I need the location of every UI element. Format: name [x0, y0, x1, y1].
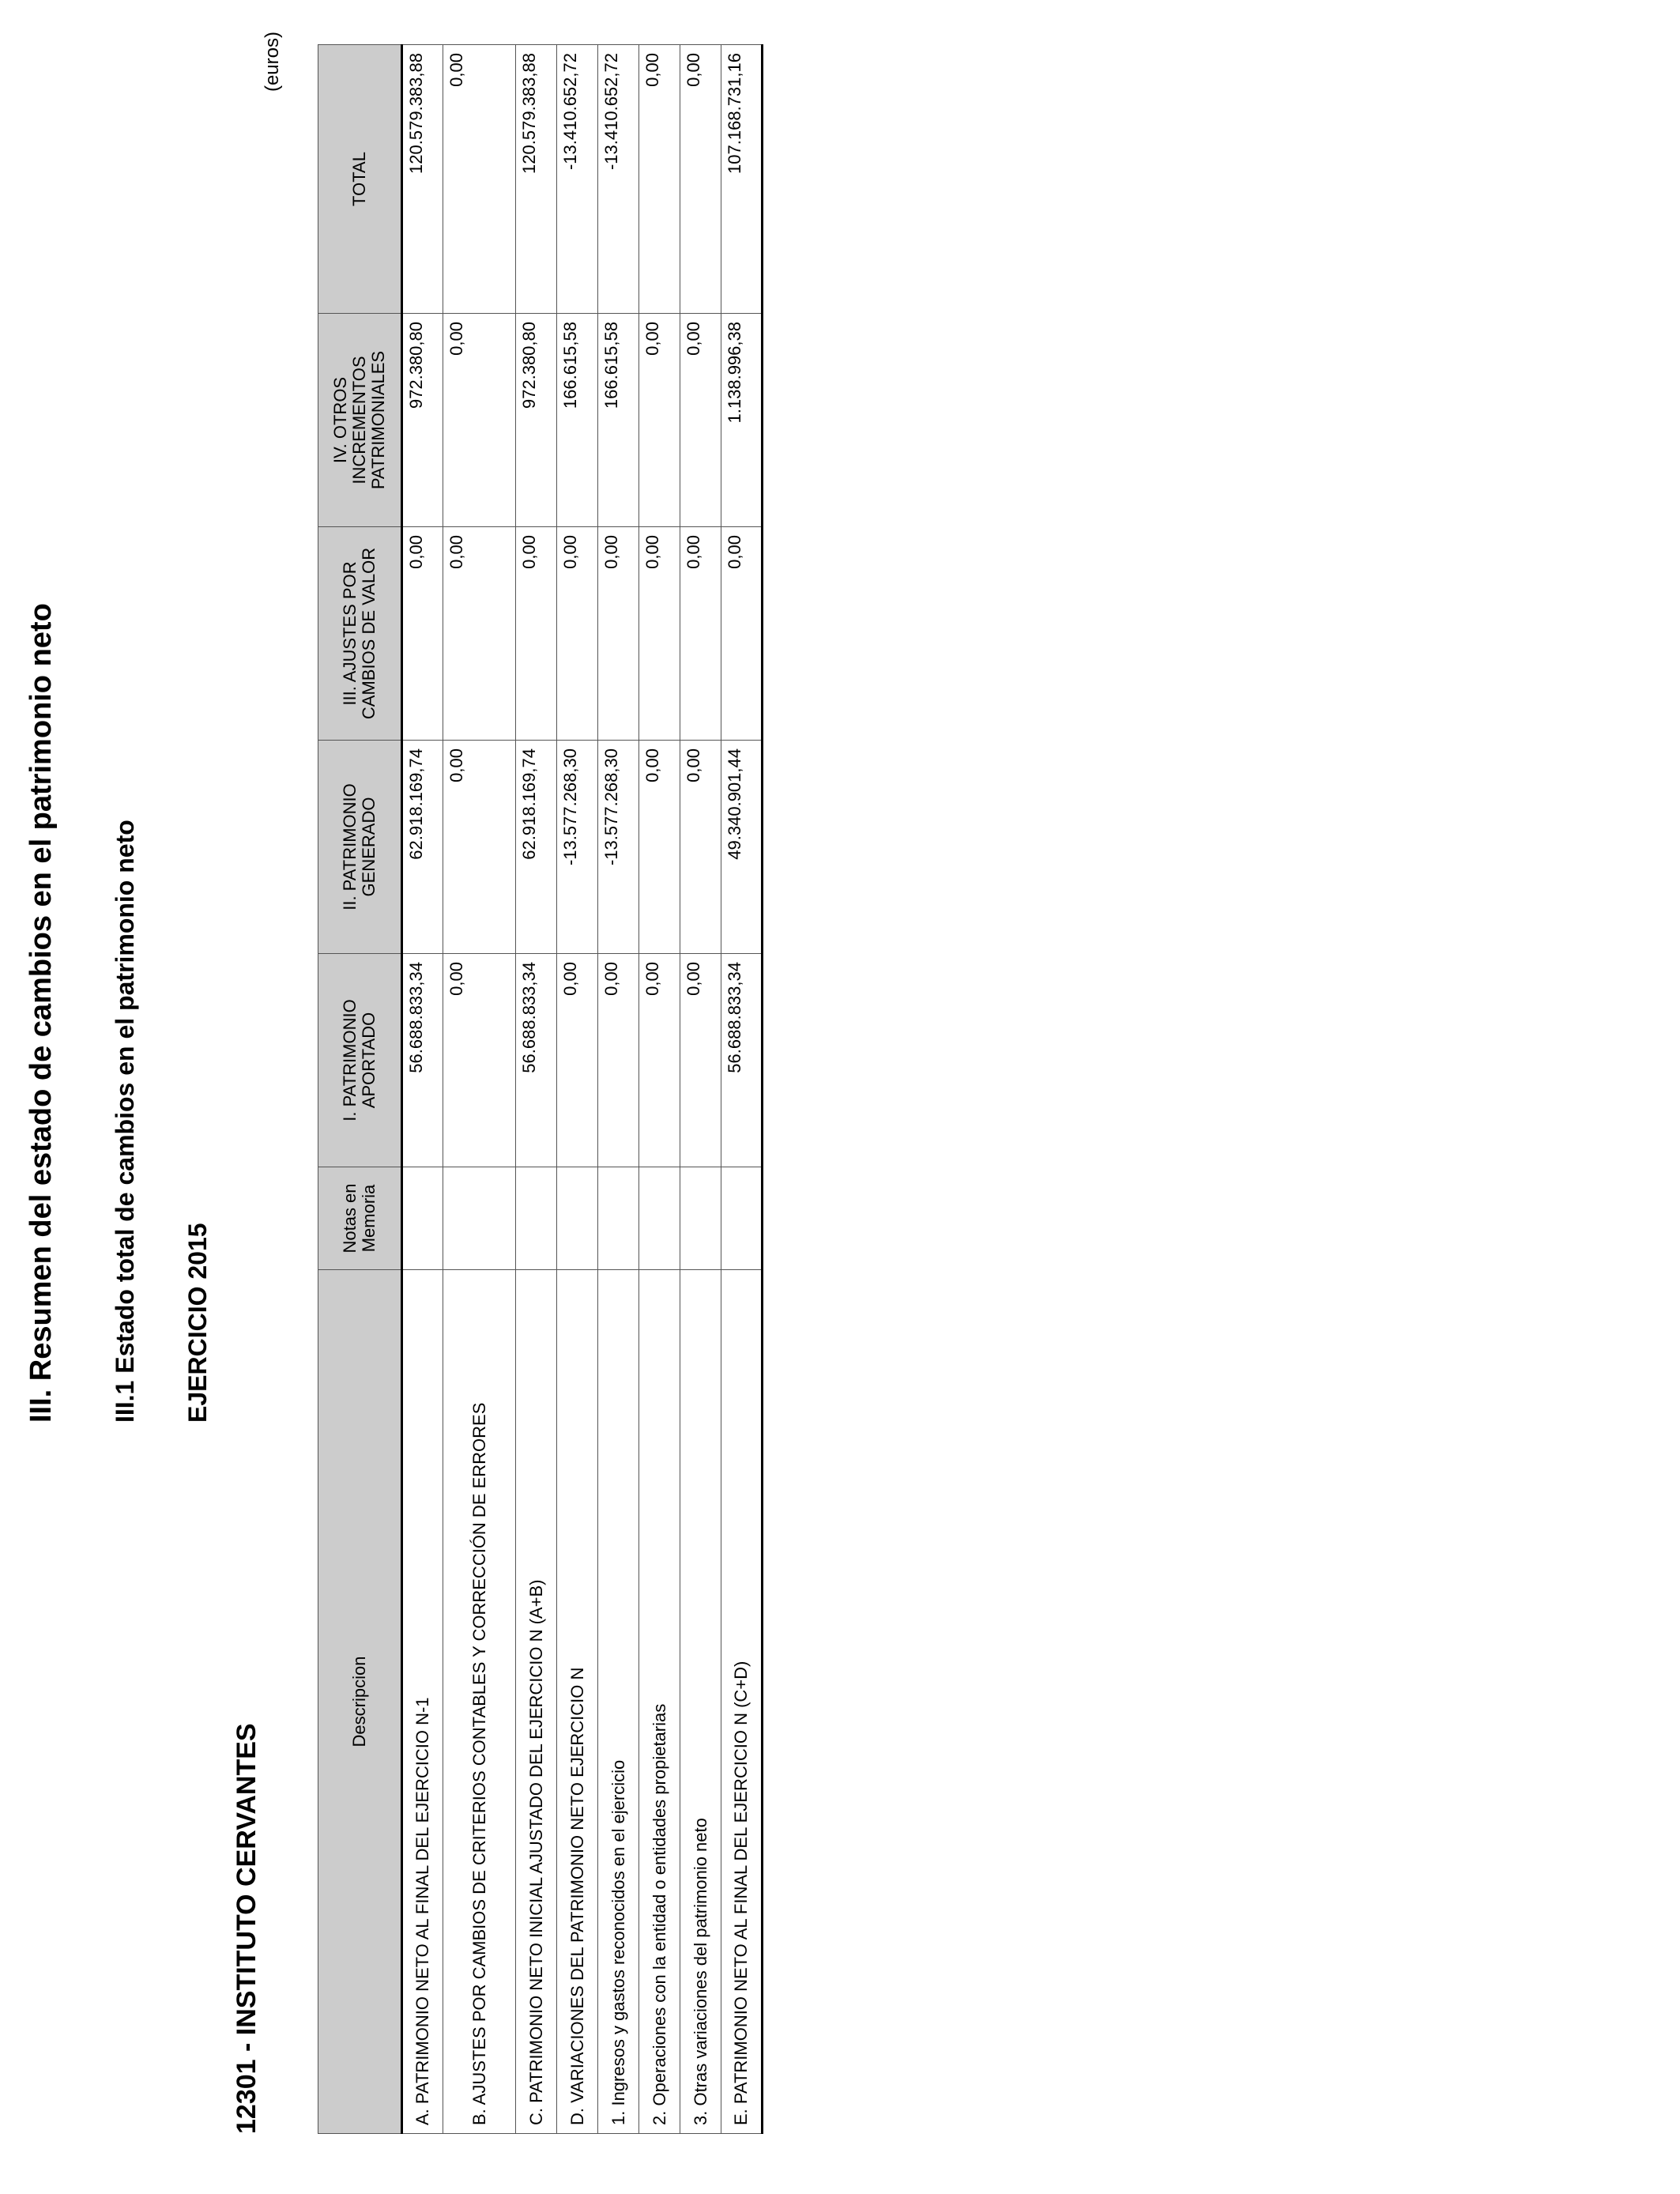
row-otros: 0,00: [639, 314, 680, 527]
row-otros: 0,00: [443, 314, 516, 527]
row-total: 0,00: [443, 45, 516, 314]
row-otros: 166.615,58: [557, 314, 598, 527]
statement-page: [24, 32, 1525, 2134]
row-aportado: 0,00: [680, 954, 721, 1167]
row-notas: [598, 1167, 639, 1270]
row-generado: 62.918.169,74: [402, 741, 443, 954]
header-otros-incrementos: IV. OTROS INCREMENTOS PATRIMONIALES: [318, 314, 402, 527]
currency-units: (euros): [262, 32, 283, 92]
row-description: 1. Ingresos y gastos reconocidos en el ejercicio: [598, 1270, 639, 2134]
equity-changes-table: [318, 44, 763, 2134]
row-ajustes: 0,00: [557, 527, 598, 741]
row-ajustes: 0,00: [402, 527, 443, 741]
row-generado: 62.918.169,74: [516, 741, 557, 954]
document-title: III. Resumen del estado de cambios en el patrimonio neto: [24, 603, 58, 1423]
row-description: 2. Operaciones con la entidad o entidades propietarias: [639, 1270, 680, 2134]
row-generado: 0,00: [639, 741, 680, 954]
row-ajustes: 0,00: [443, 527, 516, 741]
header-ajustes-valor: III. AJUSTES POR CAMBIOS DE VALOR: [318, 527, 402, 741]
row-otros: 0,00: [680, 314, 721, 527]
fiscal-year: EJERCICIO 2015: [183, 1223, 212, 1423]
table-row: [443, 45, 516, 2134]
row-notas: [721, 1167, 763, 1270]
row-total: -13.410.652,72: [557, 45, 598, 314]
row-description: C. PATRIMONIO NETO INICIAL AJUSTADO DEL EJERCICIO N (A+B): [516, 1270, 557, 2134]
entity-name: 12301 - INSTITUTO CERVANTES: [232, 1723, 262, 2134]
row-otros: 972.380,80: [402, 314, 443, 527]
row-generado: 0,00: [680, 741, 721, 954]
table-row: [516, 45, 557, 2134]
row-notas: [402, 1167, 443, 1270]
row-notas: [516, 1167, 557, 1270]
row-aportado: 0,00: [598, 954, 639, 1167]
row-total: 120.579.383,88: [516, 45, 557, 314]
row-total: -13.410.652,72: [598, 45, 639, 314]
row-ajustes: 0,00: [598, 527, 639, 741]
row-description: E. PATRIMONIO NETO AL FINAL DEL EJERCICIO N (C+D): [721, 1270, 763, 2134]
row-otros: 972.380,80: [516, 314, 557, 527]
row-description: A. PATRIMONIO NETO AL FINAL DEL EJERCICIO N-1: [402, 1270, 443, 2134]
header-notas: Notas en Memoria: [318, 1167, 402, 1270]
row-description: B. AJUSTES POR CAMBIOS DE CRITERIOS CONTABLES Y CORRECCIÓN DE ERRORES: [443, 1270, 516, 2134]
row-notas: [639, 1167, 680, 1270]
row-notas: [680, 1167, 721, 1270]
row-total: 0,00: [639, 45, 680, 314]
row-aportado: 56.688.833,34: [516, 954, 557, 1167]
row-otros: 1.138.996,38: [721, 314, 763, 527]
row-generado: -13.577.268,30: [598, 741, 639, 954]
row-ajustes: 0,00: [639, 527, 680, 741]
row-generado: -13.577.268,30: [557, 741, 598, 954]
table-header-row: [318, 45, 402, 2134]
row-description: D. VARIACIONES DEL PATRIMONIO NETO EJERCICIO N: [557, 1270, 598, 2134]
table-row: [557, 45, 598, 2134]
table-row: [639, 45, 680, 2134]
row-aportado: 0,00: [443, 954, 516, 1167]
table-row: [680, 45, 721, 2134]
table-row: [598, 45, 639, 2134]
row-ajustes: 0,00: [516, 527, 557, 741]
document-subtitle: III.1 Estado total de cambios en el patrimonio neto: [111, 820, 139, 1423]
row-aportado: 0,00: [557, 954, 598, 1167]
row-aportado: 56.688.833,34: [402, 954, 443, 1167]
header-descripcion: Descripcion: [318, 1270, 402, 2134]
row-notas: [557, 1167, 598, 1270]
header-patrimonio-aportado: I. PATRIMONIO APORTADO: [318, 954, 402, 1167]
row-description: 3. Otras variaciones del patrimonio neto: [680, 1270, 721, 2134]
row-ajustes: 0,00: [721, 527, 763, 741]
table-row: [402, 45, 443, 2134]
row-generado: 0,00: [443, 741, 516, 954]
header-total: TOTAL: [318, 45, 402, 314]
header-patrimonio-generado: II. PATRIMONIO GENERADO: [318, 741, 402, 954]
row-notas: [443, 1167, 516, 1270]
row-aportado: 0,00: [639, 954, 680, 1167]
row-total: 120.579.383,88: [402, 45, 443, 314]
row-generado: 49.340.901,44: [721, 741, 763, 954]
row-ajustes: 0,00: [680, 527, 721, 741]
table-row: [721, 45, 763, 2134]
row-aportado: 56.688.833,34: [721, 954, 763, 1167]
row-total: 0,00: [680, 45, 721, 314]
row-total: 107.168.731,16: [721, 45, 763, 314]
row-otros: 166.615,58: [598, 314, 639, 527]
